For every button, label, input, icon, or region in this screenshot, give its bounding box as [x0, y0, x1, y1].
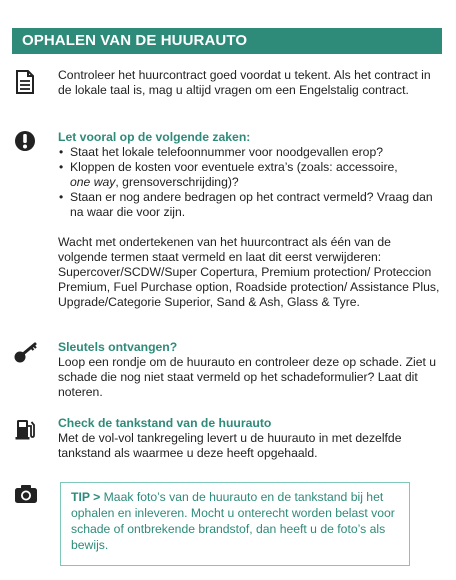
- key-icon: [14, 342, 36, 366]
- bullet-text: Staan er nog andere bedragen op het contract vermeld? Vraag dan na waar die voor zijn.: [70, 190, 433, 219]
- fuel-paragraph: Met de vol-vol tankregeling levert u de huurauto in met dezelfde tankstand als waarmee u deze heeft opgehaald.: [58, 431, 402, 460]
- fuel-body: [58, 416, 442, 461]
- list-item: [58, 145, 442, 160]
- fuel-pump-icon: [14, 418, 36, 442]
- attention-paragraph: Wacht met ondertekenen van het huurcontract als één van de volgende termen staat vermeld en laat dit eerst verwijderen: Supercover/SCDW/Super Copertura, Premium protection/ Proteccion Premium, Fuel Purchase option, Roadside protection/ Assistance Plus, Upgrade/Categorie Superior, Sand & Ash, Glass & Tyre.: [58, 235, 440, 309]
- contract-paragraph: Controleer het huurcontract goed voordat u tekent. Als het contract in de lokale taal is, mag u altijd vragen om een Engelstalig contract.: [58, 68, 431, 97]
- exclamation-icon: [14, 130, 36, 154]
- section-header: OPHALEN VAN DE HUURAUTO: [12, 28, 442, 54]
- attention-heading: Let vooral op de volgende zaken:: [58, 130, 251, 144]
- bullet-text: Staat het lokale telefoonnummer voor noodgevallen erop?: [70, 145, 384, 159]
- bullet-text: Kloppen de kosten voor eventuele extra’s (zoals: accessoire,: [70, 160, 398, 174]
- attention-body: [58, 130, 442, 310]
- bullet-italic-text: one way: [70, 175, 116, 189]
- contract-text: [58, 68, 442, 98]
- keys-paragraph: Loop een rondje om de huurauto en controleer deze op schade. Ziet u schade die nog niet staat vermeld op het schadeformulier? Laat dit noteren.: [58, 355, 437, 399]
- camera-icon: [14, 484, 36, 508]
- keys-body: [58, 340, 442, 400]
- list-item: [58, 190, 442, 220]
- fuel-heading: Check de tankstand van de huurauto: [58, 416, 272, 430]
- tip-box: [60, 482, 410, 566]
- attention-list: [58, 145, 442, 220]
- document-icon: [14, 70, 36, 94]
- list-item: [58, 160, 442, 190]
- bullet-text-rest: , grensoverschrijding)?: [115, 175, 239, 189]
- keys-heading: Sleutels ontvangen?: [58, 340, 178, 354]
- tip-label: TIP >: [71, 490, 101, 504]
- tip-text: Maak foto’s van de huurauto en de tankstand bij het ophalen en inleveren. Mocht u onterecht worden belast voor schade of ontbrekende brandstof, dan heeft u de foto’s als bewijs.: [71, 490, 395, 552]
